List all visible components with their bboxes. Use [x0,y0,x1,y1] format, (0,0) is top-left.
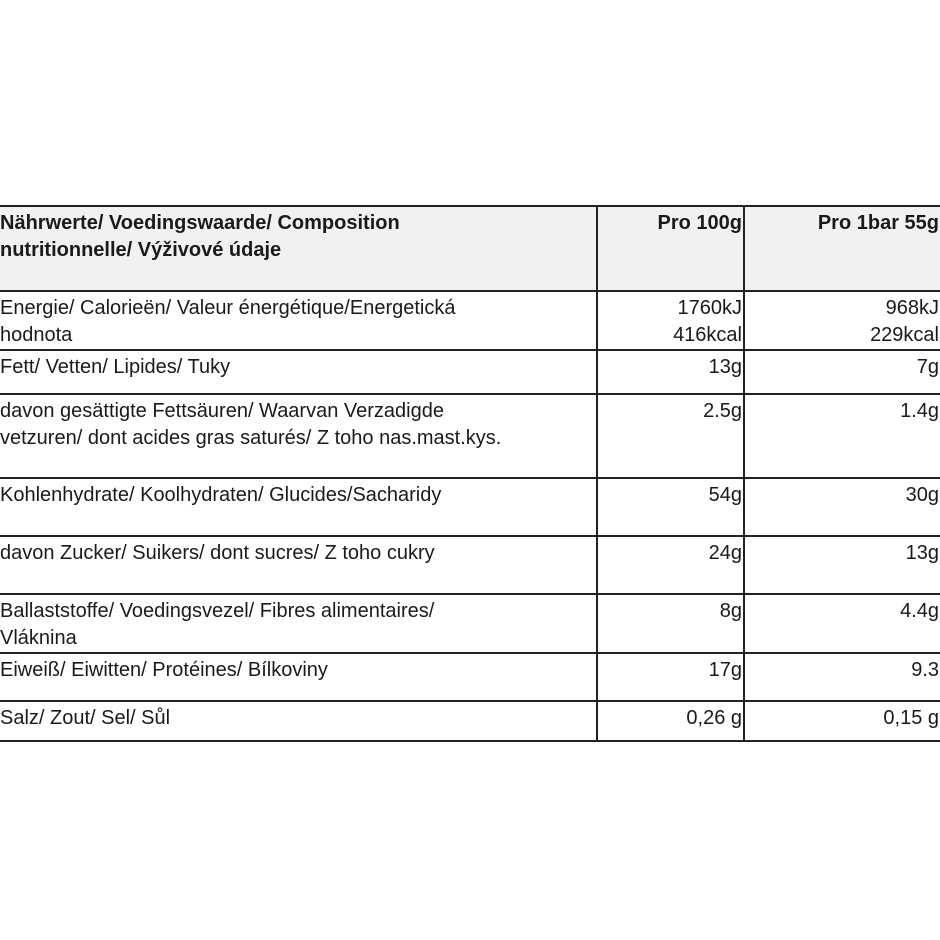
row-label: Eiweiß/ Eiwitten/ Protéines/ Bílkoviny [0,653,597,701]
value-per-bar: 0,15 g [744,701,940,741]
value-per-100g: 8g [597,594,744,653]
value-per-bar: 13g [744,536,940,594]
value-per-bar [744,291,940,350]
table-header-row [0,206,940,291]
table-row-energy [0,291,940,350]
table-row-protein [0,653,940,701]
value-per-100g: 24g [597,536,744,594]
value-per-bar: 7g [744,350,940,394]
table-row-carbohydrates [0,478,940,536]
nutrition-table [0,205,940,742]
value-per-bar: 30g [744,478,940,536]
value-per-bar: 4.4g [744,594,940,653]
header-per-100g: Pro 100g [597,206,744,291]
value-line: 229kcal [870,324,939,346]
row-label: Salz/ Zout/ Sel/ Sůl [0,701,597,741]
value-per-100g: 17g [597,653,744,701]
row-label: Kohlenhydrate/ Koolhydraten/ Glucides/Sacharidy [0,478,597,536]
header-per-bar: Pro 1bar 55g [744,206,940,291]
table-row-saturated-fat [0,394,940,478]
value-per-100g [597,291,744,350]
value-line: 968kJ [885,297,939,319]
value-per-bar: 1.4g [744,394,940,478]
value-line: 1760kJ [677,297,742,319]
row-label-line: Energie/ Calorieën/ Valeur énergétique/Energetická [0,297,456,319]
value-per-100g: 13g [597,350,744,394]
row-label [0,394,597,478]
table-row-fat [0,350,940,394]
row-label [0,291,597,350]
value-per-100g: 0,26 g [597,701,744,741]
row-label [0,594,597,653]
header-label-line: nutritionnelle/ Výživové údaje [0,239,282,261]
header-label-line: Nährwerte/ Voedingswaarde/ Composition [0,212,400,234]
row-label-line: Ballaststoffe/ Voedingsvezel/ Fibres alimentaires/ [0,600,435,622]
table-row-fibre [0,594,940,653]
row-label: Fett/ Vetten/ Lipides/ Tuky [0,350,597,394]
row-label-line: davon gesättigte Fettsäuren/ Waarvan Verzadigde [0,400,444,422]
value-per-bar: 9.3 [744,653,940,701]
row-label-line: hodnota [0,324,73,346]
table-row-sugars [0,536,940,594]
row-label-line: Vláknina [0,627,77,649]
value-per-100g: 2.5g [597,394,744,478]
header-label-cell [0,206,597,291]
value-per-100g: 54g [597,478,744,536]
table-row-salt [0,701,940,741]
row-label-line: vetzuren/ dont acides gras saturés/ Z toho nas.mast.kys. [0,427,502,449]
row-label: davon Zucker/ Suikers/ dont sucres/ Z toho cukry [0,536,597,594]
value-line: 416kcal [673,324,742,346]
